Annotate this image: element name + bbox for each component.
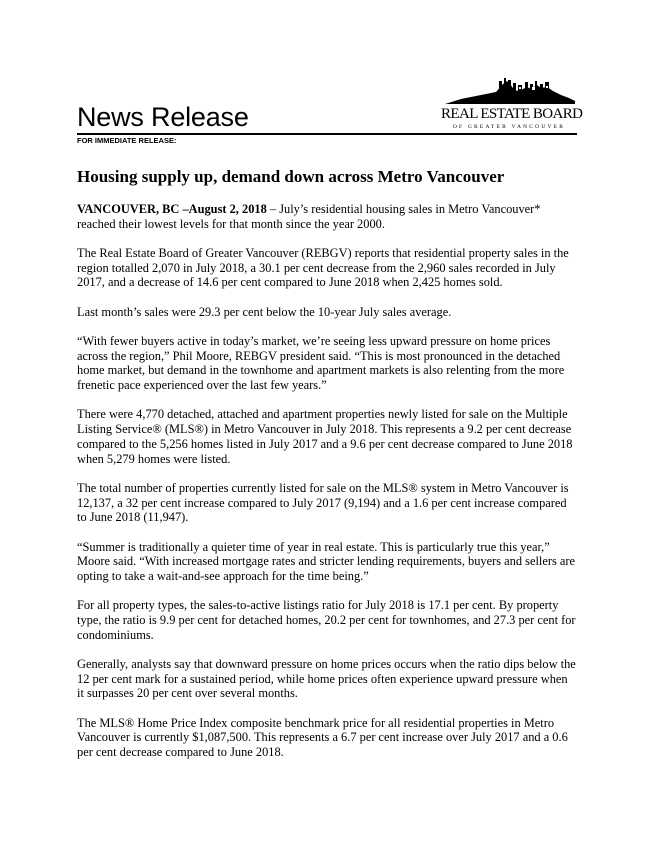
immediate-release-label: FOR IMMEDIATE RELEASE: (77, 136, 177, 145)
dateline: VANCOUVER, BC –August 2, 2018 (77, 202, 267, 216)
city-skyline-icon (441, 75, 577, 105)
paragraph-moore-quote: “With fewer buyers active in today’s market, we’re seeing less upward pressure on home prices across the region,” Phil Moore, REBGV president said. “This is most pronounced in the detached home market, but demand in the townhome and apartment markets is also relenting from the more frenetic pace experienced over the last few years.” (77, 334, 565, 393)
lead-paragraph (77, 202, 577, 231)
header-rule (77, 133, 577, 135)
article-headline: Housing supply up, demand down across Metro Vancouver (77, 167, 505, 186)
logo-tagline: OF GREATER VANCOUVER (452, 124, 566, 130)
paragraph-analysts: Generally, analysts say that downward pressure on home prices occurs when the ratio dips below the 12 per cent mark for a sustained period, while home prices often experience upward pressure when it surpasses 20 per cent over several months. (77, 656, 576, 701)
paragraph-sales-average: Last month’s sales were 29.3 per cent below the 10-year July sales average. (77, 304, 452, 319)
page-title: News Release (77, 102, 249, 132)
paragraph-ratio: For all property types, the sales-to-active listings ratio for July 2018 is 17.1 per cent. By property type, the ratio is 9.9 per cent for detached homes, 20.2 per cent for townhomes, and 27.3 per cent for condominiums. (77, 598, 576, 642)
paragraph-summer-quote: “Summer is traditionally a quieter time of year in real estate. This is particularly true this year,” Moore said. “With increased mortgage rates and stricter lending requirements, buyers and sellers are opting to take a wait-and-see approach for the time being.” (77, 539, 576, 583)
paragraph-new-listings: There were 4,770 detached, attached and apartment properties newly listed for sale on the Multiple Listing Service® (MLS®) in Metro Vancouver in July 2018. This represents a 9.2 per cent decrease compared to the 5,256 homes listed in July 2017 and a 9.6 per cent decrease compared to June 2018 when 5,279 homes were listed. (77, 407, 573, 466)
paragraph-total-listings: The total number of properties currently listed for sale on the MLS® system in Metro Vancouver is 12,137, a 32 per cent increase compared to July 2017 (9,194) and a 1.6 per cent increase compared to June 2018 (11,947). (77, 480, 569, 525)
logo-wordmark: REAL ESTATE BOARD (441, 106, 583, 122)
paragraph-sales: The Real Estate Board of Greater Vancouver (REBGV) reports that residential property sales in the region totalled 2,070 in July 2018, a 30.1 per cent decrease from the 2,960 sales recorded in July 2017, and a decrease of 14.6 per cent compared to June 2018 when 2,425 homes sold. (77, 246, 569, 290)
paragraph-benchmark-price: The MLS® Home Price Index composite benchmark price for all residential properties in Metro Vancouver is currently $1,087,500. This represents a 6.7 per cent increase over July 2017 and a 0.6 per cent decrease compared to June 2018. (77, 715, 568, 760)
page-header (77, 72, 583, 152)
article-body (77, 166, 577, 774)
board-logo (441, 75, 583, 132)
lead-text: – July’s residential housing sales in Metro Vancouver* reached their lowest levels for that month since the year 2000. (77, 202, 541, 231)
